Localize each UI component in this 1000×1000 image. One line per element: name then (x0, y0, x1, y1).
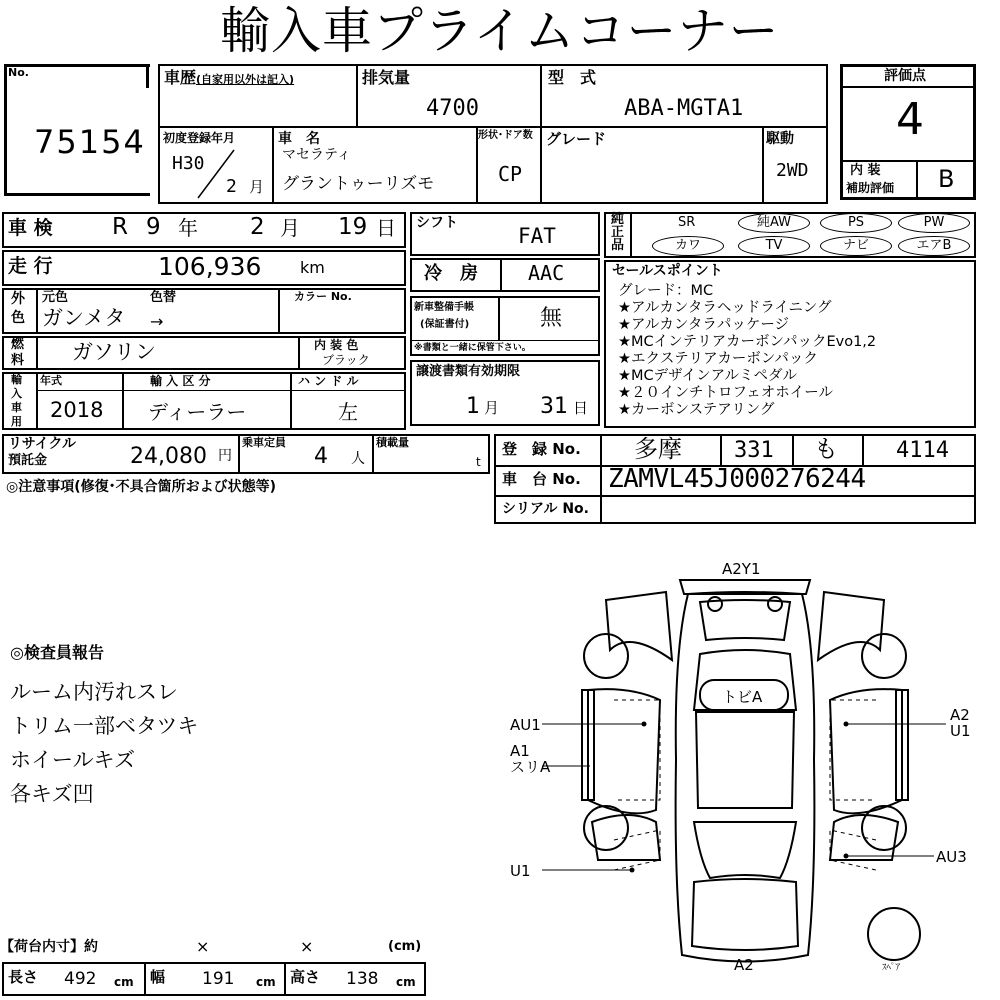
aircon-label: 冷 房 (424, 263, 478, 284)
notice-label: ◎注意事項(修復･不具合箇所および状態等) (6, 479, 277, 495)
cargo-length-label: 長さ (8, 968, 39, 986)
car-name-label: 車 名 (278, 131, 320, 147)
inspector-note: トリム一部ベタツキ (10, 714, 199, 738)
diagram-label-roof: トビA (722, 688, 763, 706)
inspection-year-unit: 年 (178, 216, 198, 240)
history-label: 車歴(自家用以外は記入) (164, 68, 295, 87)
cargo-height-label: 高さ (290, 968, 321, 986)
inspection-day: 19 (338, 214, 368, 240)
inspector-label: ◎検査員報告 (10, 643, 104, 662)
page-title: 輸入車プライムコーナー (220, 2, 780, 60)
serial-label: シリアル No. (502, 501, 589, 517)
import-type: ディーラー (148, 400, 247, 424)
transfer-label: 譲渡書類有効期限 (416, 364, 521, 379)
drive-value: 2WD (776, 160, 809, 181)
model-year: 2018 (50, 398, 104, 422)
equip-sr: SR (678, 215, 696, 230)
score-label: 評価点 (884, 68, 926, 84)
wheel-left-rear (584, 634, 628, 678)
inspector-note: 各キズ凹 (10, 782, 94, 806)
handle-label: ハ ン ド ル (298, 374, 359, 388)
spare-tire (868, 908, 920, 960)
import-label-1: 輸 (11, 373, 22, 386)
cargo-length: 492 (64, 969, 97, 989)
inspection-year: 9 (146, 214, 161, 240)
equip-leather: カワ (652, 236, 724, 256)
inspection-label: 車 検 (8, 217, 53, 239)
transfer-day-unit: 日 (573, 399, 589, 417)
registration-kana: も (814, 435, 838, 463)
sales-point: グレード：MC (618, 283, 714, 299)
diagram-label-right-2: AU3 (936, 848, 967, 866)
sales-point: ★２０インチトロフェオホイール (618, 385, 833, 401)
body-type-value: CP (498, 162, 523, 186)
displacement-value: 4700 (426, 96, 479, 121)
color-change-arrow-icon: → (150, 312, 164, 331)
sales-points-label: セールスポイント (612, 263, 723, 279)
transfer-day: 31 (540, 394, 568, 419)
chassis-number: ZAMVL45J000276244 (608, 464, 866, 494)
model-label: 型 式 (548, 68, 597, 87)
mileage-unit: km (300, 258, 325, 277)
sales-point: ★MCインテリアカーボンパックEvo1,2 (618, 334, 877, 350)
cargo-width-unit: cm (256, 975, 276, 989)
capacity-unit: 人 (351, 451, 365, 467)
lot-number-label: No. (8, 66, 29, 79)
fuel-label-1: 燃 (11, 337, 25, 352)
sales-point: ★カーボンステアリング (618, 402, 775, 418)
inspection-month: 2 (250, 214, 265, 240)
cargo-height-unit: cm (396, 975, 416, 989)
displacement-label: 排気量 (362, 68, 411, 87)
color-orig-label: 元色 (42, 290, 69, 305)
shift-label: シフト (416, 215, 458, 231)
equip-navi: ナビ (820, 236, 892, 256)
equip-airbag: エアB (898, 236, 970, 256)
interior-color-value: ブラック (322, 353, 370, 367)
cargo-length-unit: cm (114, 975, 134, 989)
registration-number: 4114 (896, 438, 949, 463)
car-damage-diagram (510, 560, 990, 980)
diagram-label-spare: ｽﾍﾟｱ (882, 963, 901, 973)
interior-color-label: 内 装 色 (314, 338, 359, 352)
diagram-label-left-1: AU1 (510, 716, 541, 734)
inspection-day-unit: 日 (376, 216, 396, 240)
fuel-value: ガソリン (72, 340, 156, 364)
maintenance-label-1: 新車整備手帳 (414, 302, 474, 313)
import-label-2: 入 (11, 387, 22, 400)
interior-score: B (938, 165, 955, 193)
drive-label: 駆動 (766, 131, 794, 147)
color-label-2: 色 (11, 310, 25, 326)
aircon-value: AAC (528, 261, 565, 285)
diagram-label-left-3: U1 (510, 862, 531, 880)
maintenance-note: ※書類と一緒に保管下さい。 (414, 343, 531, 353)
color-change-label: 色替 (150, 290, 177, 305)
registration-area: 多摩 (634, 435, 682, 463)
cargo-width-label: 幅 (150, 968, 166, 986)
registration-label: 登 録 No. (502, 440, 581, 458)
inspector-notes (10, 675, 198, 811)
sales-point: ★MCデザインアルミペダル (618, 368, 798, 384)
score-value: 4 (896, 94, 924, 145)
maintenance-value: 無 (540, 306, 563, 331)
grade-label: グレード (546, 130, 607, 148)
transfer-month: 1 (466, 394, 480, 419)
sales-points-list (618, 283, 876, 419)
first-reg-label: 初度登録年月 (163, 131, 236, 145)
recycle-label-2: 預託金 (8, 453, 48, 468)
maintenance-label-2: (保証書付) (420, 319, 470, 330)
diagram-label-left-2a: A1 (510, 742, 530, 760)
equipment-label-1: 純 (611, 212, 625, 227)
car-maker: マセラティ (282, 147, 351, 163)
import-type-label: 輸 入 区 分 (150, 374, 211, 388)
wheel-left-front (584, 806, 628, 850)
first-reg-year: H30 (172, 153, 205, 174)
diagram-label-top: A2Y1 (722, 560, 761, 578)
inspection-era: R (112, 214, 128, 240)
sales-point: ★アルカンタラヘッドライニング (618, 300, 832, 316)
first-reg-month: 2 (226, 176, 237, 197)
recycle-label-1: リサイクル (8, 436, 77, 452)
load-label: 積載量 (376, 436, 409, 449)
inspector-note: ルーム内汚れスレ (10, 680, 178, 704)
equip-pw: PW (898, 213, 970, 233)
cargo-times-2: × (300, 937, 314, 956)
wheel-right-rear (862, 634, 906, 678)
transfer-month-unit: 月 (484, 399, 500, 417)
chassis-label: 車 台 No. (502, 470, 581, 488)
mileage-value: 106,936 (158, 252, 262, 281)
load-unit: t (476, 455, 481, 469)
equip-tv: TV (738, 236, 810, 256)
diagram-label-right-1b: U1 (950, 722, 971, 740)
model-year-label: 年式 (40, 374, 62, 387)
wheel-right-front (862, 806, 906, 850)
diagram-label-bottom: A2 (734, 956, 754, 974)
interior-label-1: 内 装 (850, 163, 881, 178)
inspection-month-unit: 月 (280, 216, 300, 240)
recycle-value: 24,080 (130, 444, 207, 469)
sales-point: ★エクステリアカーボンパック (618, 351, 818, 367)
shift-value: FAT (518, 224, 556, 248)
color-label-1: 外 (11, 291, 25, 307)
cargo-label: 【荷台内寸】約 (0, 939, 98, 955)
cargo-unit-header: (cm) (388, 939, 422, 954)
body-type-label: 形状･ドア数 (478, 130, 533, 141)
recycle-unit: 円 (218, 448, 232, 464)
equip-ps: PS (820, 213, 892, 233)
handle-value: 左 (338, 400, 358, 424)
inspector-note: ホイールキズ (10, 748, 136, 772)
sales-point: ★アルカンタラパッケージ (618, 317, 790, 333)
color-code-label: カラー No. (294, 290, 352, 303)
import-label-4: 用 (11, 415, 22, 428)
interior-label-2: 補助評価 (846, 181, 895, 195)
cargo-times-1: × (196, 937, 210, 956)
capacity-label: 乗車定員 (242, 436, 286, 449)
fuel-label-2: 料 (11, 353, 25, 368)
diagram-label-left-2b: スリA (510, 758, 551, 776)
equipment-label-3: 品 (611, 238, 625, 253)
lot-number: 75154 (34, 123, 146, 161)
equip-aw: 純AW (738, 213, 810, 233)
model-value: ABA-MGTA1 (624, 96, 744, 121)
capacity-value: 4 (314, 444, 328, 469)
import-label-3: 車 (11, 401, 22, 414)
exterior-color: ガンメタ (42, 306, 126, 330)
mileage-label: 走 行 (8, 255, 53, 277)
car-name: グラントゥーリズモ (282, 174, 435, 194)
diagram-label-right-1a: A2 (950, 706, 970, 724)
first-reg-month-unit: 月 (249, 178, 265, 196)
cargo-height: 138 (346, 969, 379, 989)
equipment-label-2: 正 (611, 225, 625, 240)
registration-class: 331 (734, 438, 774, 463)
cargo-width: 191 (202, 969, 235, 989)
